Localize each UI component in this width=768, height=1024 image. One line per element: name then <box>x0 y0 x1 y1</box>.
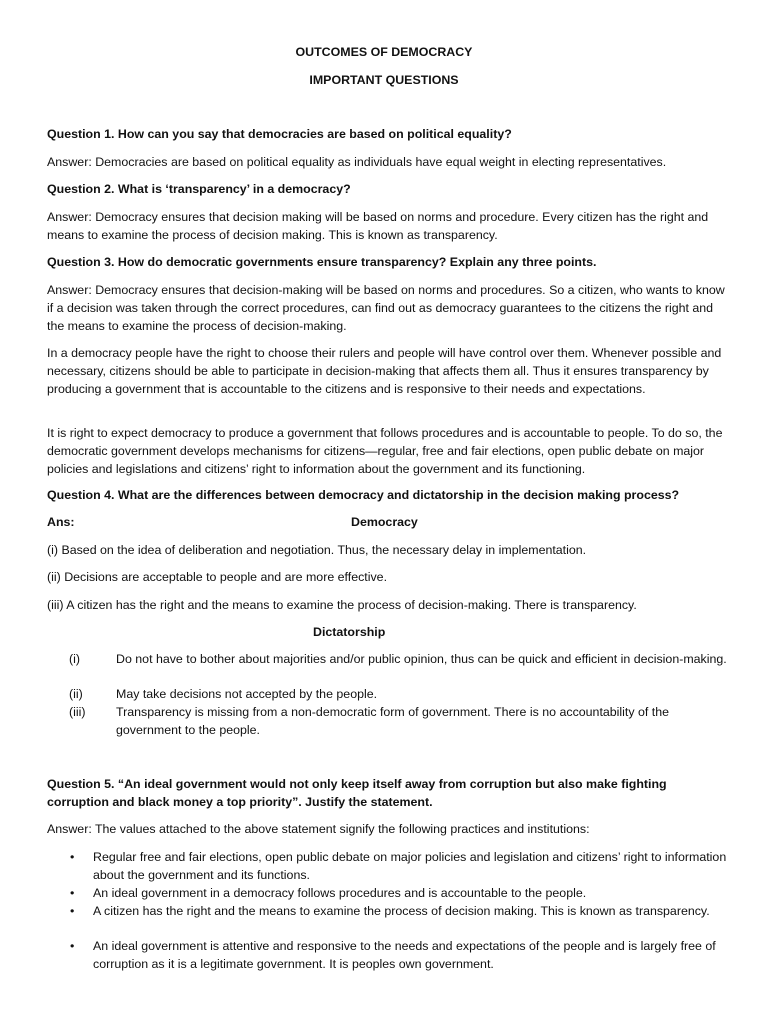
question-3: Question 3. How do democratic governments ensure transparency? Explain any three points. <box>47 255 597 269</box>
list-text: May take decisions not accepted by the people. <box>116 687 378 701</box>
list-text: Transparency is missing from a non-democratic form of government. There is no accountability of the government to the people. <box>116 705 670 737</box>
dictatorship-heading: Dictatorship <box>313 625 386 639</box>
list-text: A citizen has the right and the means to examine the process of decision making. This is known as transparency. <box>93 904 710 918</box>
document-title: OUTCOMES OF DEMOCRACY <box>295 45 473 59</box>
list-text: Regular free and fair elections, open public debate on major policies and legislation and citizens’ right to information about the government and its functions. <box>93 850 727 882</box>
democracy-point-2: (ii) Decisions are acceptable to people and are more effective. <box>47 570 388 584</box>
list-number: (i) <box>69 652 81 666</box>
question-1: Question 1. How can you say that democracies are based on political equality? <box>47 127 512 141</box>
document-subtitle: IMPORTANT QUESTIONS <box>309 73 459 87</box>
dictatorship-point-1 <box>69 650 729 668</box>
democracy-point-3: (iii) A citizen has the right and the means to examine the process of decision-making. There is transparency. <box>47 598 637 612</box>
bullet-icon: • <box>70 939 75 953</box>
answer-4-label: Ans: <box>47 515 75 529</box>
bullet-icon: • <box>70 886 75 900</box>
answer-3-paragraph-1: Answer: Democracy ensures that decision-making will be based on norms and procedures. So a citizen, who wants to know if a decision was taken through the correct procedures, can find out as democracy guarantees to the citizens the right and the means to examine the process of decision-making. <box>47 283 725 333</box>
answer-3-paragraph-2: In a democracy people have the right to choose their rulers and people will have control over them. Whenever possible and necessary, citizens should be able to participate in decision-making that affects them all. Thus it ensures transparency by producing a government that is accountable to the citizens and is responsive to their needs and expectations. <box>47 346 722 396</box>
list-item <box>70 902 730 920</box>
answer-2: Answer: Democracy ensures that decision making will be based on norms and procedure. Every citizen has the right and means to examine the process of decision making. This is known as transparency. <box>47 210 709 242</box>
list-text: Do not have to bother about majorities and/or public opinion, thus can be quick and efficient in decision-making. <box>116 652 727 666</box>
list-text: An ideal government in a democracy follows procedures and is accountable to the people. <box>93 886 587 900</box>
bullet-icon: • <box>70 850 75 864</box>
dictatorship-point-3 <box>69 703 729 739</box>
question-2: Question 2. What is ‘transparency’ in a democracy? <box>47 182 351 196</box>
answer-3-paragraph-3: It is right to expect democracy to produce a government that follows procedures and is accountable to people. To do so, the democratic government develops mechanisms for citizens—regular, free and fair elections, open public debate on major policies and legislations and citizens’ right to information about the government and its functioning. <box>47 426 723 476</box>
dictatorship-point-2 <box>69 685 729 703</box>
list-item <box>70 937 730 973</box>
answer-1: Answer: Democracies are based on political equality as individuals have equal weight in electing representatives. <box>47 155 667 169</box>
list-text: An ideal government is attentive and responsive to the needs and expectations of the people and is largely free of corruption as it is a legitimate government. It is peoples own government. <box>93 939 716 971</box>
question-5: Question 5. “An ideal government would not only keep itself away from corruption but also make fighting corruption and black money a top priority”. Justify the statement. <box>47 777 667 809</box>
answer-5: Answer: The values attached to the above statement signify the following practices and institutions: <box>47 822 590 836</box>
question-4: Question 4. What are the differences between democracy and dictatorship in the decision making process? <box>47 488 680 502</box>
bullet-icon: • <box>70 904 75 918</box>
list-number: (iii) <box>69 705 86 719</box>
list-item <box>70 884 730 902</box>
list-number: (ii) <box>69 687 83 701</box>
democracy-point-1: (i) Based on the idea of deliberation and negotiation. Thus, the necessary delay in implementation. <box>47 543 587 557</box>
list-item <box>70 848 730 884</box>
democracy-heading: Democracy <box>351 515 418 529</box>
